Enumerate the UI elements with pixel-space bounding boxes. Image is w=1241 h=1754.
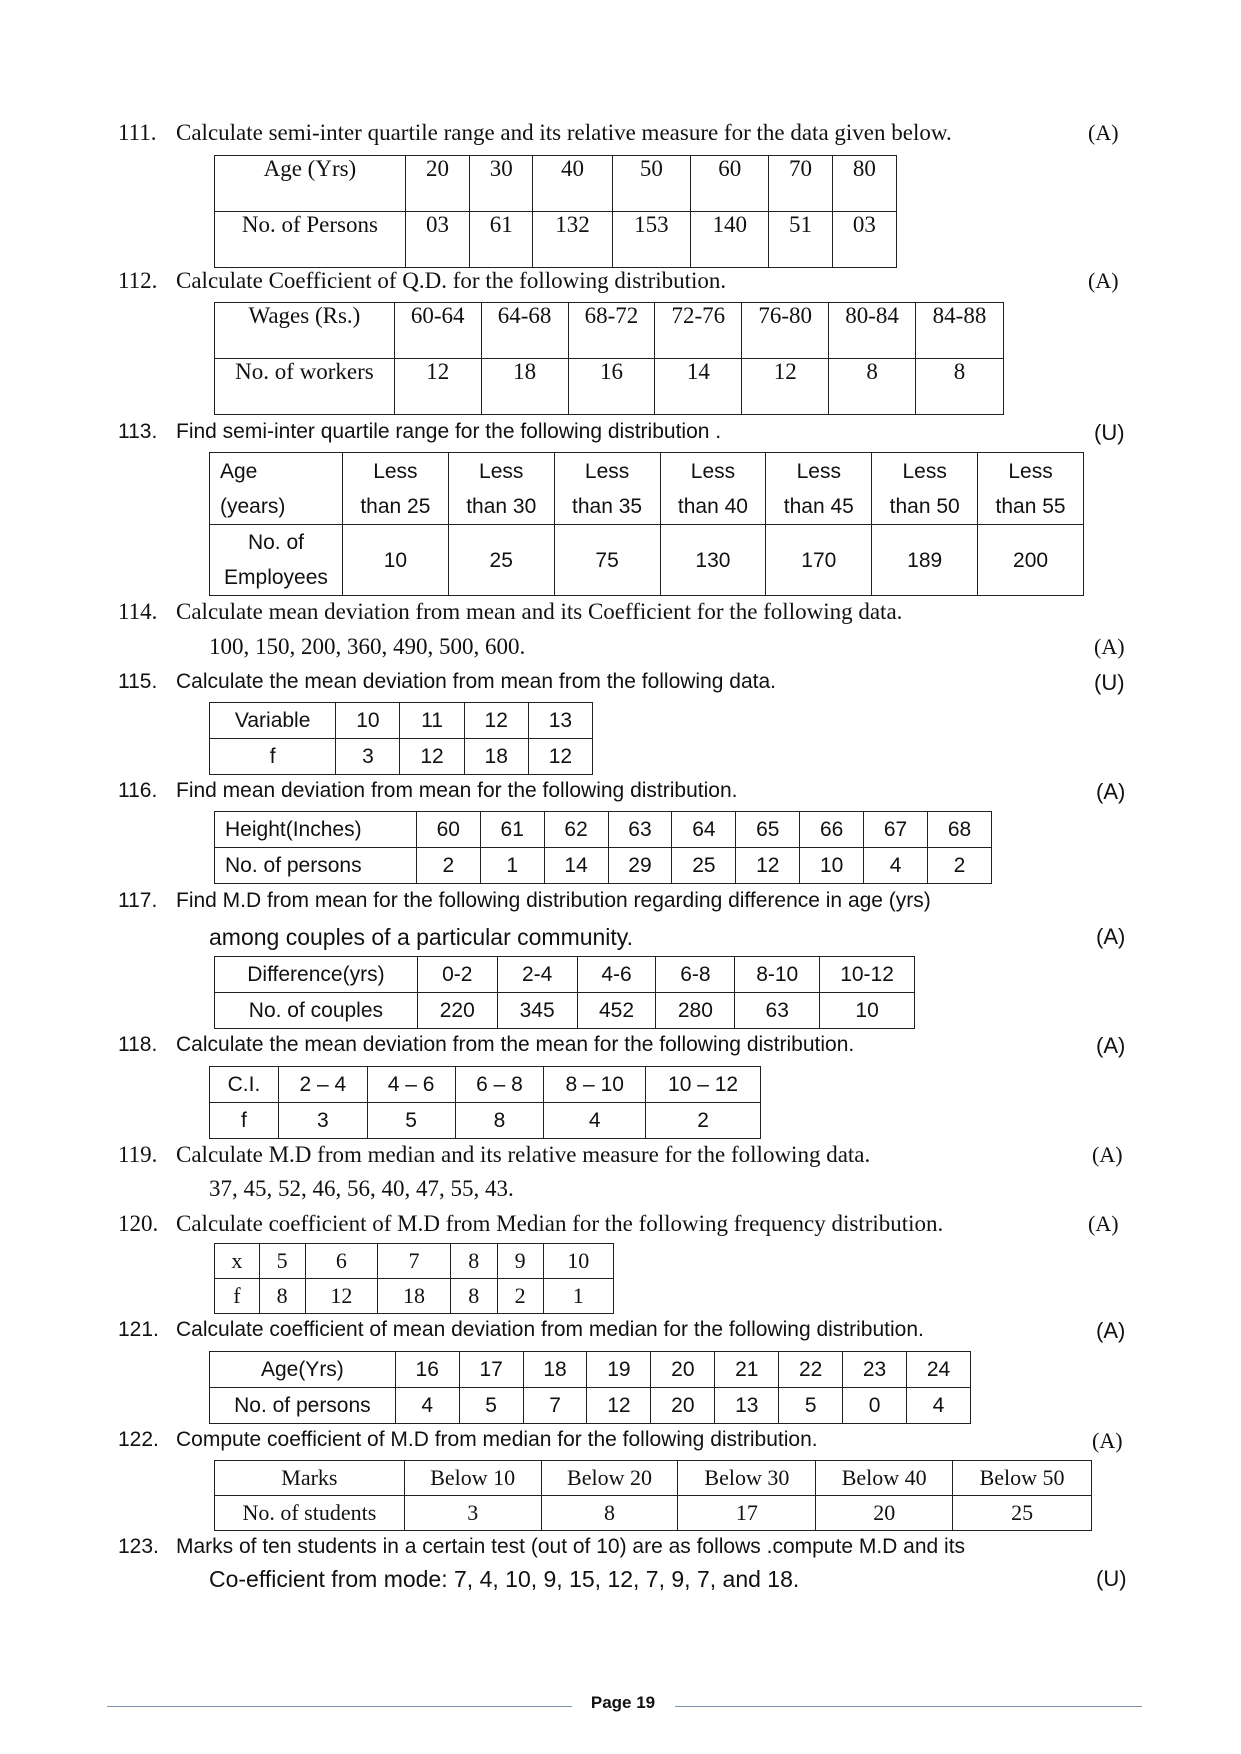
question-number: 118.	[118, 1033, 158, 1056]
question-tag: (A)	[1096, 1033, 1126, 1058]
table-cell: 4	[544, 1103, 646, 1139]
table-cell: 2	[497, 1279, 543, 1314]
question-number: 111.	[118, 120, 157, 145]
table-cell: 4	[395, 1388, 459, 1424]
table-cell: 64-68	[481, 303, 568, 359]
table-cell: 132	[533, 212, 612, 268]
question-120	[118, 1211, 943, 1237]
table-row	[215, 212, 897, 268]
table-cell: 29	[608, 848, 672, 884]
table-cell: Below 10	[404, 1461, 541, 1496]
table-cell: 8	[916, 359, 1004, 415]
table-cell: 10	[543, 1244, 613, 1279]
table-row	[210, 1352, 971, 1388]
table-cell: 12	[400, 739, 464, 775]
table-cell: 12	[464, 703, 528, 739]
table-cell: 76-80	[742, 303, 829, 359]
table-cell: Below 30	[678, 1461, 816, 1496]
table-q118	[209, 1066, 761, 1139]
table-cell: 18	[523, 1352, 587, 1388]
question-number: 116.	[118, 779, 158, 802]
table-cell: 12	[736, 848, 800, 884]
table-row	[215, 303, 1004, 359]
table-cell: 80-84	[829, 303, 916, 359]
question-number: 113.	[118, 420, 158, 443]
table-cell: 68	[927, 812, 991, 848]
table-q120	[214, 1243, 614, 1314]
question-text: Calculate the mean deviation from mean from the following data.	[176, 670, 776, 693]
table-cell: 25	[953, 1496, 1092, 1531]
table-cell: 6	[305, 1244, 378, 1279]
table-cell: 18	[464, 739, 528, 775]
table-cell: Less than 50	[872, 453, 978, 525]
table-cell: 5	[459, 1388, 523, 1424]
table-cell: 8	[450, 1244, 497, 1279]
table-cell: 60	[416, 812, 480, 848]
table-q115	[209, 702, 593, 775]
table-cell: No. of workers	[215, 359, 395, 415]
table-cell: 17	[459, 1352, 523, 1388]
question-text: Calculate the mean deviation from the mean for the following distribution.	[176, 1033, 855, 1056]
question-text: Calculate Coefficient of Q.D. for the following distribution.	[176, 268, 727, 293]
table-cell: 14	[544, 848, 608, 884]
question-tag: (U)	[1094, 420, 1125, 445]
table-cell: 4-6	[577, 957, 656, 993]
question-117	[118, 889, 931, 913]
table-cell: 2	[646, 1103, 761, 1139]
table-cell: 130	[660, 525, 766, 596]
table-cell: 21	[715, 1352, 779, 1388]
question-116	[118, 779, 737, 803]
table-cell: 8	[829, 359, 916, 415]
question-113	[118, 420, 721, 444]
table-cell: 8-10	[735, 957, 820, 993]
question-continuation: Co-efficient from mode: 7, 4, 10, 9, 15, 12, 7, 9, 7, and 18.	[209, 1566, 800, 1592]
table-cell: 5	[779, 1388, 843, 1424]
table-q117	[214, 956, 915, 1029]
table-cell: 345	[497, 993, 577, 1029]
question-text: Compute coefficient of M.D from median for the following distribution.	[176, 1428, 818, 1451]
table-cell: 280	[656, 993, 735, 1029]
question-115	[118, 670, 776, 694]
table-cell: 10	[342, 525, 448, 596]
table-cell: 25	[448, 525, 554, 596]
table-cell: 84-88	[916, 303, 1004, 359]
table-cell: 13	[528, 703, 592, 739]
table-cell: 68-72	[568, 303, 655, 359]
table-cell: 50	[612, 156, 690, 212]
table-row	[215, 1496, 1092, 1531]
table-cell: 61	[480, 812, 544, 848]
table-cell: 452	[577, 993, 656, 1029]
table-cell: 5	[259, 1244, 305, 1279]
table-cell: 10-12	[820, 957, 915, 993]
table-row	[210, 453, 1084, 525]
question-number: 123.	[118, 1535, 159, 1558]
table-cell: 75	[554, 525, 660, 596]
table-cell: 8 – 10	[544, 1067, 646, 1103]
table-cell: 12	[587, 1388, 651, 1424]
question-number: 120.	[118, 1211, 159, 1236]
question-number: 114.	[118, 599, 158, 624]
table-cell: f	[215, 1279, 260, 1314]
question-text: Find semi-inter quartile range for the following distribution .	[176, 420, 722, 443]
table-cell: No. of couples	[215, 993, 418, 1029]
table-cell: 62	[544, 812, 608, 848]
question-text: Calculate semi-inter quartile range and its relative measure for the data given below.	[176, 120, 952, 145]
question-tag: (A)	[1094, 634, 1125, 659]
table-q111	[214, 155, 897, 268]
table-cell: 03	[405, 212, 469, 268]
table-cell: 12	[305, 1279, 378, 1314]
table-cell: 4	[907, 1388, 971, 1424]
table-cell: 10	[820, 993, 915, 1029]
table-cell: 2 – 4	[278, 1067, 367, 1103]
table-cell: 20	[651, 1352, 715, 1388]
table-cell: 12	[394, 359, 481, 415]
table-cell: 1	[480, 848, 544, 884]
table-cell: 7	[378, 1244, 451, 1279]
table-cell: Age (years)	[210, 453, 343, 525]
question-number: 119.	[118, 1142, 158, 1167]
data-line: 100, 150, 200, 360, 490, 500, 600.	[209, 634, 526, 659]
question-122	[118, 1428, 818, 1452]
table-row	[215, 156, 897, 212]
table-cell: Below 20	[541, 1461, 678, 1496]
question-number: 121.	[118, 1318, 159, 1341]
table-cell: 2-4	[497, 957, 577, 993]
table-cell: 18	[481, 359, 568, 415]
table-cell: 19	[587, 1352, 651, 1388]
question-114	[118, 599, 902, 625]
table-cell: 3	[278, 1103, 367, 1139]
question-tag: (A)	[1096, 779, 1126, 804]
table-cell: 8	[450, 1279, 497, 1314]
question-tag: (A)	[1096, 1318, 1126, 1343]
question-text: Calculate M.D from median and its relative measure for the following data.	[176, 1142, 871, 1167]
table-cell: 18	[378, 1279, 451, 1314]
question-tag: (U)	[1096, 1566, 1127, 1591]
table-cell: No. of persons	[210, 1388, 396, 1424]
question-tag: (A)	[1088, 1211, 1119, 1236]
table-cell: 23	[843, 1352, 907, 1388]
table-cell: 7	[523, 1388, 587, 1424]
question-tag: (A)	[1092, 1428, 1123, 1453]
table-cell: 63	[735, 993, 820, 1029]
table-cell: No. of persons	[215, 848, 417, 884]
table-cell: 22	[779, 1352, 843, 1388]
table-cell: Marks	[215, 1461, 405, 1496]
table-cell: No. of Employees	[210, 525, 343, 596]
table-cell: 10 – 12	[646, 1067, 761, 1103]
table-cell: 30	[470, 156, 533, 212]
table-cell: 170	[766, 525, 872, 596]
table-cell: No. of students	[215, 1496, 405, 1531]
question-continuation: among couples of a particular community.	[209, 924, 633, 950]
table-row	[215, 848, 992, 884]
table-q121	[209, 1351, 971, 1424]
footer-divider-left	[107, 1706, 572, 1707]
table-cell: 220	[417, 993, 497, 1029]
question-tag: (A)	[1096, 924, 1126, 949]
table-row	[215, 957, 915, 993]
table-cell: 6 – 8	[455, 1067, 544, 1103]
table-cell: 40	[533, 156, 612, 212]
table-cell: 4	[864, 848, 928, 884]
table-cell: 2	[927, 848, 991, 884]
question-112	[118, 268, 726, 294]
question-text: Marks of ten students in a certain test (out of 10) are as follows .compute M.D and its	[176, 1535, 966, 1558]
data-line: 37, 45, 52, 46, 56, 40, 47, 55, 43.	[209, 1176, 514, 1201]
question-tag: (A)	[1088, 120, 1119, 145]
table-cell: 20	[816, 1496, 953, 1531]
question-text: Find M.D from mean for the following distribution regarding difference in age (yrs)	[176, 889, 931, 912]
table-cell: 3	[336, 739, 400, 775]
table-cell: 3	[404, 1496, 541, 1531]
table-cell: 20	[651, 1388, 715, 1424]
table-q122	[214, 1460, 1092, 1531]
page-number: Page 19	[590, 1693, 656, 1712]
table-cell: 9	[497, 1244, 543, 1279]
question-119	[118, 1142, 870, 1168]
table-cell: 10	[336, 703, 400, 739]
question-text: Calculate coefficient of mean deviation from median for the following distribution.	[176, 1318, 924, 1341]
table-row	[215, 1279, 614, 1314]
table-cell: 72-76	[655, 303, 742, 359]
table-cell: 63	[608, 812, 672, 848]
table-cell: 66	[800, 812, 864, 848]
table-q112	[214, 302, 1004, 415]
table-cell: 61	[470, 212, 533, 268]
table-cell: 12	[528, 739, 592, 775]
table-row	[210, 525, 1084, 596]
table-row	[210, 1067, 761, 1103]
table-cell: 25	[672, 848, 736, 884]
table-cell: Difference(yrs)	[215, 957, 418, 993]
table-cell: 200	[978, 525, 1084, 596]
table-cell: 10	[800, 848, 864, 884]
table-cell: Age(Yrs)	[210, 1352, 396, 1388]
table-cell: 8	[455, 1103, 544, 1139]
table-cell: Below 50	[953, 1461, 1092, 1496]
table-cell: 1	[543, 1279, 613, 1314]
table-cell: 80	[832, 156, 896, 212]
table-row	[210, 739, 593, 775]
table-cell: 8	[259, 1279, 305, 1314]
table-cell: 13	[715, 1388, 779, 1424]
table-cell: 189	[872, 525, 978, 596]
table-cell: x	[215, 1244, 260, 1279]
table-cell: 14	[655, 359, 742, 415]
table-cell: 153	[612, 212, 690, 268]
question-118	[118, 1033, 854, 1057]
table-cell: Less than 35	[554, 453, 660, 525]
table-cell: 6-8	[656, 957, 735, 993]
question-text: Calculate mean deviation from mean and its Coefficient for the following data.	[176, 599, 903, 624]
footer-divider-right	[675, 1706, 1142, 1707]
table-cell: Height(Inches)	[215, 812, 417, 848]
table-cell: Age (Yrs)	[215, 156, 406, 212]
table-cell: Less than 45	[766, 453, 872, 525]
question-tag: (U)	[1094, 670, 1125, 695]
question-number: 115.	[118, 670, 158, 693]
table-cell: 70	[769, 156, 832, 212]
table-cell: 8	[541, 1496, 678, 1531]
table-cell: 5	[367, 1103, 455, 1139]
table-cell: C.I.	[210, 1067, 279, 1103]
table-row	[215, 1244, 614, 1279]
table-cell: 17	[678, 1496, 816, 1531]
question-text: Find mean deviation from mean for the following distribution.	[176, 779, 738, 802]
table-cell: 60-64	[394, 303, 481, 359]
table-cell: 16	[395, 1352, 459, 1388]
table-cell: Below 40	[816, 1461, 953, 1496]
table-row	[215, 359, 1004, 415]
table-cell: Less than 30	[448, 453, 554, 525]
table-cell: 140	[691, 212, 769, 268]
question-111	[118, 120, 952, 146]
table-row	[210, 1103, 761, 1139]
table-cell: 51	[769, 212, 832, 268]
table-cell: 16	[568, 359, 655, 415]
table-cell: 67	[864, 812, 928, 848]
table-cell: Less than 25	[342, 453, 448, 525]
table-q113	[209, 452, 1084, 596]
question-number: 122.	[118, 1428, 159, 1451]
table-row	[215, 1461, 1092, 1496]
table-cell: Wages (Rs.)	[215, 303, 395, 359]
table-q116	[214, 811, 992, 884]
table-cell: f	[210, 739, 336, 775]
table-cell: 65	[736, 812, 800, 848]
table-cell: Variable	[210, 703, 336, 739]
question-text: Calculate coefficient of M.D from Median for the following frequency distribution.	[176, 1211, 944, 1236]
table-row	[210, 703, 593, 739]
table-cell: 60	[691, 156, 769, 212]
table-cell: 20	[405, 156, 469, 212]
table-cell: Less than 55	[978, 453, 1084, 525]
table-cell: 0	[843, 1388, 907, 1424]
table-cell: 0-2	[417, 957, 497, 993]
question-tag: (A)	[1088, 268, 1119, 293]
table-row	[210, 1388, 971, 1424]
question-123	[118, 1535, 965, 1559]
table-cell: No. of Persons	[215, 212, 406, 268]
question-121	[118, 1318, 924, 1342]
table-cell: 24	[907, 1352, 971, 1388]
question-number: 117.	[118, 889, 158, 912]
table-cell: 03	[832, 212, 896, 268]
question-number: 112.	[118, 268, 158, 293]
table-cell: f	[210, 1103, 279, 1139]
table-cell: 11	[400, 703, 464, 739]
table-cell: Less than 40	[660, 453, 766, 525]
table-cell: 4 – 6	[367, 1067, 455, 1103]
table-row	[215, 812, 992, 848]
table-cell: 2	[416, 848, 480, 884]
table-row	[215, 993, 915, 1029]
question-tag: (A)	[1092, 1142, 1123, 1167]
table-cell: 64	[672, 812, 736, 848]
table-cell: 12	[742, 359, 829, 415]
